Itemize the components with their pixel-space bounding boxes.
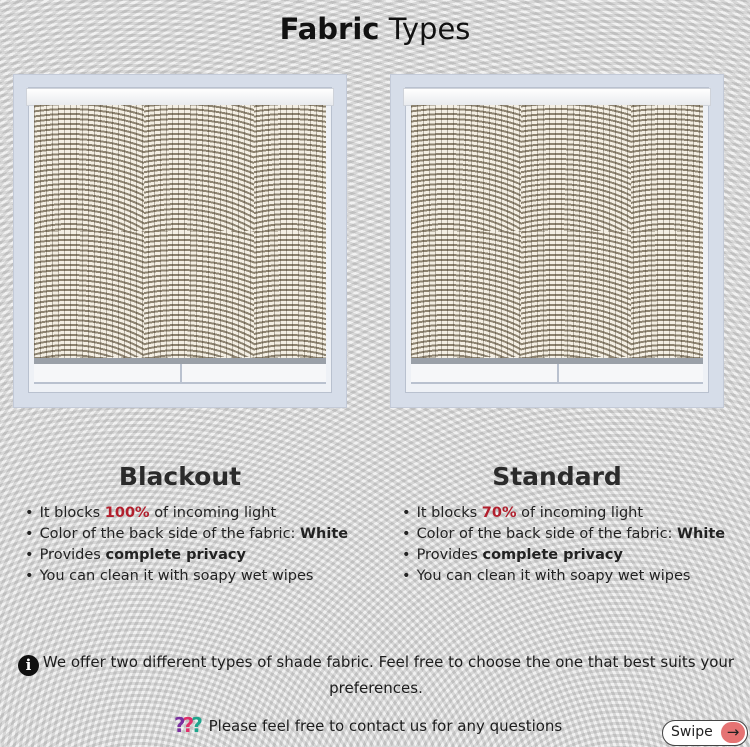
title-rest: Types [388, 12, 471, 46]
contact-text: Please feel free to contact us for any questions [208, 717, 563, 735]
light-percent: 70% [481, 505, 517, 521]
standard-shade-image [390, 74, 724, 408]
blackout-shade-image [13, 74, 347, 408]
title-bold: Fabric [279, 12, 380, 46]
feature-light: • It blocks 100% of incoming light [25, 503, 385, 524]
swipe-label: Swipe [671, 724, 713, 740]
question-marks-icon: ??? [174, 713, 200, 737]
info-text: We offer two different types of shade fabric. Feel free to choose the one that best suits your preferences. [42, 653, 735, 697]
feature-list [402, 503, 750, 587]
page-title [0, 12, 750, 46]
blackout-fabric [34, 105, 326, 358]
arrow-right-icon: → [721, 722, 745, 743]
info-note [12, 650, 740, 701]
feature-list [25, 503, 385, 587]
swipe-button[interactable] [662, 720, 748, 746]
feature-light: • It blocks 70% of incoming light [402, 503, 750, 524]
window-mullion [180, 364, 182, 384]
blackout-card [25, 462, 385, 587]
roller-cassette [403, 88, 711, 106]
fabric-name: Blackout [118, 462, 242, 491]
roller-cassette [26, 88, 334, 106]
feature-privacy: • Provides complete privacy [402, 545, 750, 566]
window-mullion [557, 364, 559, 384]
feature-cleaning: • You can clean it with soapy wet wipes [25, 566, 385, 587]
feature-back-color: • Color of the back side of the fabric: White [25, 524, 385, 545]
contact-note [174, 713, 562, 737]
feature-cleaning: • You can clean it with soapy wet wipes [402, 566, 750, 587]
light-percent: 100% [104, 505, 150, 521]
standard-fabric [411, 105, 703, 358]
feature-privacy: • Provides complete privacy [25, 545, 385, 566]
standard-card [402, 462, 750, 587]
fabric-name: Standard [492, 462, 622, 491]
feature-back-color: • Color of the back side of the fabric: White [402, 524, 750, 545]
info-icon: i [18, 655, 39, 676]
